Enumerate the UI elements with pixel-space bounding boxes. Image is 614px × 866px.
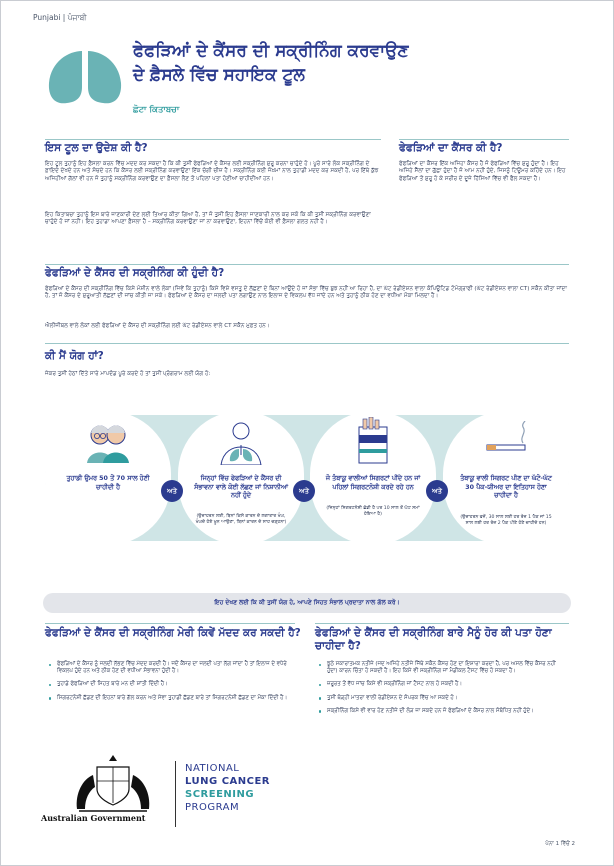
criterion-text: ਜੋ ਤੰਬਾਕੂ ਵਾਲੀਆਂ ਸਿਗਰਟਾਂ ਪੀਂਦੇ ਹਨ ਜਾਂ ਪਹਿਲਾਂ ਸਿਗਰਟਨੋਸ਼ੀ ਕਰਦੇ ਰਹੇ ਹਨ: [325, 475, 421, 491]
footer-divider: [175, 761, 176, 827]
lungs-icon: [45, 47, 125, 107]
page-number: ਪੰਨਾ 1 ਵਿੱਚੋਂ 2: [545, 841, 575, 847]
lungs-symptom-icon: [217, 421, 265, 465]
purpose-paragraph-1: ਇਹ ਟੂਲ ਤੁਹਾਨੂੰ ਇਹ ਫ਼ੈਸਲਾ ਕਰਨ ਵਿੱਚ ਮਦਦ ਕਰ ਸਕਦਾ ਹੈ ਕਿ ਕੀ ਤੁਸੀਂ ਫੇਫੜਿਆਂ ਦੇ ਕੈਂਸਰ ਲਈ ਸਕ੍ਰੀਨਿੰਗ ਸ਼ੁਰੂ ਕਰਨਾ ਚਾਹੁੰਦੇ ਹੋ। ਪੂਰੇ ਸਾਰੇ ਲੋਕ ਸਕ੍ਰੀਨਿੰਗ ਦੇ ਫ਼ਾਇਦੇ ਦੇਖਦੇ ਹਨ ਅਤੇ ਸੋਚਦੇ ਹਨ ਕਿ ਕੈਂਸਰ ਲਈ ਸਕ੍ਰੀਨਿੰਗ ਕਰਵਾਉਣਾ ਇੱਕ ਚੰਗੀ ਚੀਜ਼ ਹੈ। ਸਕ੍ਰੀਨਿੰਗ ਕਈ ਜੋਖ਼ਮਾਂ ਨਾਲ ਤੁਹਾਡੀ ਮਦਦ ਕਰ ਸਕਦੀ ਹੈ, ਪਰ ਇੱਥੇ ਕੁੱਝ ਅਜਿਹੀਆਂ ਗੱਲਾਂ ਵੀ ਹਨ ਜੋ ਤੁਹਾਨੂੰ ਸਕ੍ਰੀਨਿੰਗ ਕਰਵਾਉਣ ਦਾ ਫ਼ੈਸਲਾ ਲੈਣ ਤੋਂ ਪਹਿਲਾਂ ਪਤਾ ਹੋਣੀਆਂ ਚਾਹੀਦੀਆਂ ਹਨ।: [45, 161, 379, 182]
criterion-text: ਤੰਬਾਕੂ ਵਾਲੀ ਸਿਗਰਟ ਪੀਣ ਦਾ ਘੱਟੋ-ਘੱਟ 30 ਪੈਕ-ਯੀਅਰ ਦਾ ਇਤਿਹਾਸ ਹੋਣਾ ਚਾਹੀਦਾ ਹੈ: [460, 475, 552, 500]
criterion-note: (ਉਦਾਹਰਨ ਲਈ, ਬਿਨਾਂ ਕਿਸੇ ਕਾਰਨ ਦੇ ਲਗਾਤਾਰ ਖੰਘ, ਖੰਘਦੇ ਹੋਏ ਖ਼ੂਨ ਆਉਣਾ, ਬਿਨਾਂ ਕਾਰਨ ਦੇ ਸਾਹ ਚੜ੍ਹਨਾ): [195, 514, 287, 525]
government-name: Australian Government: [41, 813, 146, 823]
criterion-note: (ਜਿਨ੍ਹਾਂ ਸਿਗਰਟਨੋਸ਼ੀ ਛੱਡੀ ਹੈ ਪਰ 10 ਸਾਲ ਤੋਂ ਘੱਟ ਸਮਾਂ ਹੋਇਆ ਹੈ): [326, 506, 420, 517]
purpose-paragraph-2: ਇਹ ਕਿਤਾਬਚਾ ਤੁਹਾਨੂੰ ਇਸ ਬਾਰੇ ਜਾਣਕਾਰੀ ਦੇਣ ਲਈ ਤਿਆਰ ਕੀਤਾ ਗਿਆ ਹੈ, ਤਾਂ ਜੋ ਤੁਸੀਂ ਇਹ ਫ਼ੈਸਲਾ ਜਾਣਕਾਰੀ ਨਾਲ ਕਰ ਸਕੋ ਕਿ ਕੀ ਤੁਸੀਂ ਸਕ੍ਰੀਨਿੰਗ ਕਰਵਾਉਣਾ ਚਾਹੁੰਦੇ ਹੋ ਜਾਂ ਨਹੀਂ। ਇਹ ਤੁਹਾਡਾ ਆਪਣਾ ਫ਼ੈਸਲਾ ਹੈ – ਸਕ੍ਰੀਨਿੰਗ ਕਰਵਾਉਣਾ ਜਾਂ ਨਾ ਕਰਵਾਉਣਾ, ਇਹਨਾਂ ਵਿੱਚੋਂ ਕੋਈ ਵੀ ਫ਼ੈਸਲਾ ਗਲਤ ਨਹੀਂ ਹੈ।: [45, 212, 371, 226]
older-couple-icon: [83, 421, 133, 463]
criterion-text: ਤੁਹਾਡੀ ਉਮਰ 50 ਤੋਂ 70 ਸਾਲ ਹੋਣੀ ਚਾਹੀਦੀ ਹੈ: [66, 475, 150, 491]
what-is-paragraph: ਫੇਫੜਿਆਂ ਦਾ ਕੈਂਸਰ ਇੱਕ ਅਜਿਹਾ ਕੈਂਸਰ ਹੈ ਜੋ ਫੇਫੜਿਆਂ ਵਿੱਚ ਸ਼ੁਰੂ ਹੁੰਦਾ ਹੈ। ਇਹ ਅਜਿਹੇ ਸੈੱਲਾਂ ਦਾ ਗੁੱਛਾ ਹੁੰਦਾ ਹੈ ਜੋ ਆਮ ਨਹੀਂ ਹੁੰਦੇ, ਜਿਸਨੂੰ ਟਿਊਮਰ ਕਹਿੰਦੇ ਹਨ। ਇਹ ਫੇਫੜਿਆਂ ਤੋਂ ਸ਼ੁਰੂ ਹੋ ਕੇ ਸਰੀਰ ਦੇ ਦੂਜੇ ਹਿੱਸਿਆਂ ਵਿੱਚ ਵੀ ਫੈਲ ਸਕਦਾ ਹੈ।: [399, 161, 566, 182]
list-item: ਫੇਫੜਿਆਂ ਦੇ ਕੈਂਸਰ ਨੂੰ ਜਲਦੀ ਲੱਭਣ ਵਿੱਚ ਮੱਦਦ ਕਰਦੀ ਹੈ। ਜਦੋਂ ਕੈਂਸਰ ਦਾ ਜਲਦੀ ਪਤਾ ਲੱਗ ਜਾਂਦਾ ਹੈ ਤਾਂ ਇਲਾਜ ਦੇ ਵਧੇਰੇ ਵਿਕਲਪ ਹੁੰਦੇ ਹਨ ਅਤੇ ਠੀਕ ਹੋਣ ਦੀ ਵਧੀਆ ਸੰਭਾਵਨਾ ਹੁੰਦੀ ਹੈ।: [49, 661, 293, 675]
section-divider: [399, 139, 569, 140]
screening-heading: ਫੇਫੜਿਆਂ ਦੇ ਕੈਂਸਰ ਦੀ ਸਕ੍ਰੀਨਿੰਗ ਕੀ ਹੁੰਦੀ ਹੈ?: [45, 267, 225, 279]
and-connector: ਅਤੇ: [426, 480, 448, 502]
know-more-list: [319, 661, 567, 721]
smoking-cigarettes-icon: [479, 421, 533, 461]
purpose-heading: ਇਸ ਟੂਲ ਦਾ ਉਦੇਸ਼ ਕੀ ਹੈ?: [45, 142, 148, 154]
section-divider: [315, 623, 569, 624]
list-item: ਜ਼ਰੂਰਤ ਤੋਂ ਵੱਧ ਜਾਂਚ ਕਿਸੇ ਵੀ ਸਕ੍ਰੀਨਿੰਗ ਜਾਂ ਟੈਸਟ ਨਾਲ ਹੋ ਸਕਦੀ ਹੈ।: [319, 681, 567, 688]
list-item: ਤੁਸੀਂ ਥੋੜ੍ਹੀ ਮਾਤਰਾ ਵਾਲੀ ਰੇਡੀਏਸ਼ਨ ਦੇ ਸੰਪਰਕ ਵਿੱਚ ਆ ਸਕਦੇ ਹੋ।: [319, 695, 567, 702]
program-name-line-4: PROGRAM: [185, 802, 240, 813]
program-name-line-2: LUNG CANCER: [185, 776, 271, 787]
cigarette-pack-icon: [351, 417, 395, 465]
title-line-1: ਫੇਫੜਿਆਂ ਦੇ ਕੈਂਸਰ ਦੀ ਸਕ੍ਰੀਨਿੰਗ ਕਰਵਾਉਣ: [133, 41, 409, 61]
screening-paragraph-2: ਐਲੀਜੀਬਲ ਵਾਲੇ ਲੋਕਾਂ ਲਈ ਫੇਫੜਿਆਂ ਦੇ ਕੈਂਸਰ ਦੀ ਸਕ੍ਰੀਨਿੰਗ ਲਈ ਘੱਟ ਰੇਡੀਏਸ਼ਨ ਵਾਲੇ CT ਸਕੈਨ ਮੁਫ਼ਤ ਹਨ।: [45, 323, 270, 329]
section-divider: [45, 343, 569, 344]
section-divider: [45, 139, 381, 140]
eligibility-intro: ਜੇਕਰ ਤੁਸੀਂ ਹੇਠਾਂ ਦਿੱਤੇ ਸਾਰੇ ਮਾਪਦੰਡ ਪੂਰੇ ਕਰਦੇ ਹੋ ਤਾਂ ਤੁਸੀਂ ਪ੍ਰੋਗਰਾਮ ਲਈ ਯੋਗ ਹੋ:: [45, 371, 211, 377]
title-line-2: ਦੇ ਫ਼ੈਸਲੇ ਵਿੱਚ ਸਹਾਇਕ ਟੂਲ: [133, 65, 305, 85]
and-connector: ਅਤੇ: [293, 480, 315, 502]
what-is-heading: ਫੇਫੜਿਆਂ ਦਾ ਕੈਂਸਰ ਕੀ ਹੈ?: [399, 142, 503, 154]
know-more-heading: ਫੇਫੜਿਆਂ ਦੇ ਕੈਂਸਰ ਦੀ ਸਕ੍ਰੀਨਿੰਗ ਬਾਰੇ ਮੈਨੂੰ ਹੋਰ ਕੀ ਪਤਾ ਹੋਣਾ ਚਾਹੀਦਾ ਹੈ?: [315, 627, 552, 652]
section-divider: [45, 264, 569, 265]
program-name-line-1: NATIONAL: [185, 763, 240, 774]
language-label: Punjabi | ਪੰਜਾਬੀ: [33, 13, 87, 22]
list-item: ਤੁਹਾਡੇ ਫੇਫੜਿਆਂ ਦੀ ਸਿਹਤ ਬਾਰੇ ਮਨ ਦੀ ਸ਼ਾਂਤੀ ਦਿੰਦੀ ਹੈ।: [49, 681, 293, 688]
help-heading: ਫੇਫੜਿਆਂ ਦੇ ਕੈਂਸਰ ਦੀ ਸਕ੍ਰੀਨਿੰਗ ਮੇਰੀ ਕਿਵੇਂ ਮੱਦਦ ਕਰ ਸਕਦੀ ਹੈ?: [45, 627, 301, 639]
criterion-note: (ਉਦਾਹਰਨ ਵਜੋਂ, 30 ਸਾਲ ਲਈ ਹਰ ਰੋਜ਼ 1 ਪੈਕ ਜਾਂ 15 ਸਾਲ ਲਈ ਹਰ ਰੋਜ਼ 2 ਪੈਕ ਪੀਣੇ ਹੋਣੇ ਚਾਹੀਦੇ ਹਨ): [460, 515, 552, 526]
page-subtitle: ਛੋਟਾ ਕਿਤਾਬਚਾ: [133, 105, 180, 115]
page-title: [133, 39, 553, 87]
list-item: ਝੂਠੇ ਸਕਾਰਾਤਮਕ ਨਤੀਜੇ (ਜਦ ਅਜਿਹੇ ਨਤੀਜੇ ਜਿੱਥੇ ਸਕੈਨ ਕੈਂਸਰ ਹੋਣ ਦਾ ਇਸ਼ਾਰਾ ਕਰਦਾ ਹੈ, ਪਰ ਅਸਲ ਵਿੱਚ ਕੈਂਸਰ ਨਹੀਂ ਹੁੰਦਾ) ਕਾਰਨ ਚਿੰਤਾ ਹੋ ਸਕਦੀ ਹੈ। ਇਹ ਕਿਸੇ ਵੀ ਸਕ੍ਰੀਨਿੰਗ ਜਾਂ ਮੈਡੀਕਲ ਟੈਸਟ ਵਿੱਚ ਹੋ ਸਕਦਾ ਹੈ।: [319, 661, 567, 675]
program-name-line-3: SCREENING: [185, 789, 255, 800]
help-list: [49, 661, 293, 708]
criterion-text: ਜਿਨ੍ਹਾਂ ਵਿੱਚ ਫੇਫੜਿਆਂ ਦੇ ਕੈਂਸਰ ਦੀ ਸੰਭਾਵਨਾ ਵਾਲੇ ਕੋਈ ਲੱਛਣ ਜਾਂ ਨਿਸ਼ਾਨੀਆਂ ਨਹੀਂ ਹੁੰਦੇ: [194, 475, 288, 500]
list-item: ਸਕ੍ਰੀਨਿੰਗ ਕਿਸੇ ਵੀ ਵਾਰ ਹੋਣ ਨਤੀਜੇ ਦੀ ਲੋੜ ਜਾ ਸਕਦੇ ਹਨ ਜੋ ਫੇਫੜਿਆਂ ਦੇ ਕੈਂਸਰ ਨਾਲ ਸੰਬੰਧਿਤ ਨਹੀਂ ਹੁੰਦੇ।: [319, 708, 567, 715]
coat-of-arms-logo: [53, 753, 173, 815]
and-connector: ਅਤੇ: [161, 480, 183, 502]
screening-paragraph-1: ਫੇਫੜਿਆਂ ਦੇ ਕੈਂਸਰ ਦੀ ਸਕ੍ਰੀਨਿੰਗ ਵਿੱਚ ਕਿਸੇ ਮੰਸ਼ੀਨ ਵਾਲੇ ਲੋਕਾਂ (ਜਿਵੇਂ ਕਿ ਤੁਹਾਨੂੰ) ਕਿਸੇ ਵਿਸ਼ੇ ਵਸਤੂ ਦੇ ਲੱਛਣਾਂ ਦੇ ਬਿਨਾਂ ਆਉਂਦੇ ਹੋ ਜਾਂ ਸੰਭਾ ਵਿੱਚ ਬੁਝ ਨਹੀਂ ਆ ਰਿਹਾ ਹੈ, ਦਾ ਘੱਟ ਰੇਡੀਏਸ਼ਨ ਵਾਲਾ ਕੰਪਿਊਟਿਡ ਟੋਮੋਗ੍ਰਾਫੀ (ਘੱਟ ਰੇਡੀਏਸ਼ਨ ਵਾਲਾ CT) ਸਕੈਨ ਕੀਤਾ ਜਾਂਦਾ ਹੈ, ਤਾਂ ਜੋ ਕੈਂਸਰ ਦੇ ਸ਼ੁਰੂਆਤੀ ਲੱਛਣਾਂ ਦੀ ਜਾਂਚ ਕੀਤੀ ਜਾ ਸਕੇ। ਫੇਫੜਿਆਂ ਦੇ ਕੈਂਸਰ ਦਾ ਜਲਦੀ ਪਤਾ ਲਗਾਉਣ ਨਾਲ ਇਲਾਜ ਦੇ ਵਿਕਲਪ ਵੱਧ ਜਾਂਦੇ ਹਨ ਅਤੇ ਤੁਹਾਨੂੰ ਠੀਕ ਹੋਣ ਦਾ ਵਧੀਆ ਮੌਕਾ ਮਿਲਦਾ ਹੈ।: [45, 286, 567, 300]
eligibility-callout: ਇਹ ਦੇਖਣ ਲਈ ਕਿ ਕੀ ਤੁਸੀਂ ਯੋਗ ਹੋ, ਆਪਣੇ ਸਿਹਤ ਸੰਭਾਲ ਪ੍ਰਦਾਤਾ ਨਾਲ ਗੱਲ ਕਰੋ।: [43, 593, 571, 613]
list-item: ਸਿਗਰਟਨੋਸ਼ੀ ਛੱਡਣ ਦੀ ਇਹਨਾਂ ਬਾਰੇ ਗੱਲ ਕਰਨ ਅਤੇ ਸੇਵਾ ਤੁਹਾਡੀ ਛੱਡਣ ਬਾਰੇ ਤਾਂ ਸਿਗਰਟਨੋਸ਼ੀ ਛੱਡਣ ਦਾ ਮੌਕਾ ਦਿੰਦੀ ਹੈ।: [49, 695, 293, 702]
section-divider: [45, 623, 295, 624]
eligibility-heading: ਕੀ ਮੈਂ ਯੋਗ ਹਾਂ?: [45, 350, 104, 362]
